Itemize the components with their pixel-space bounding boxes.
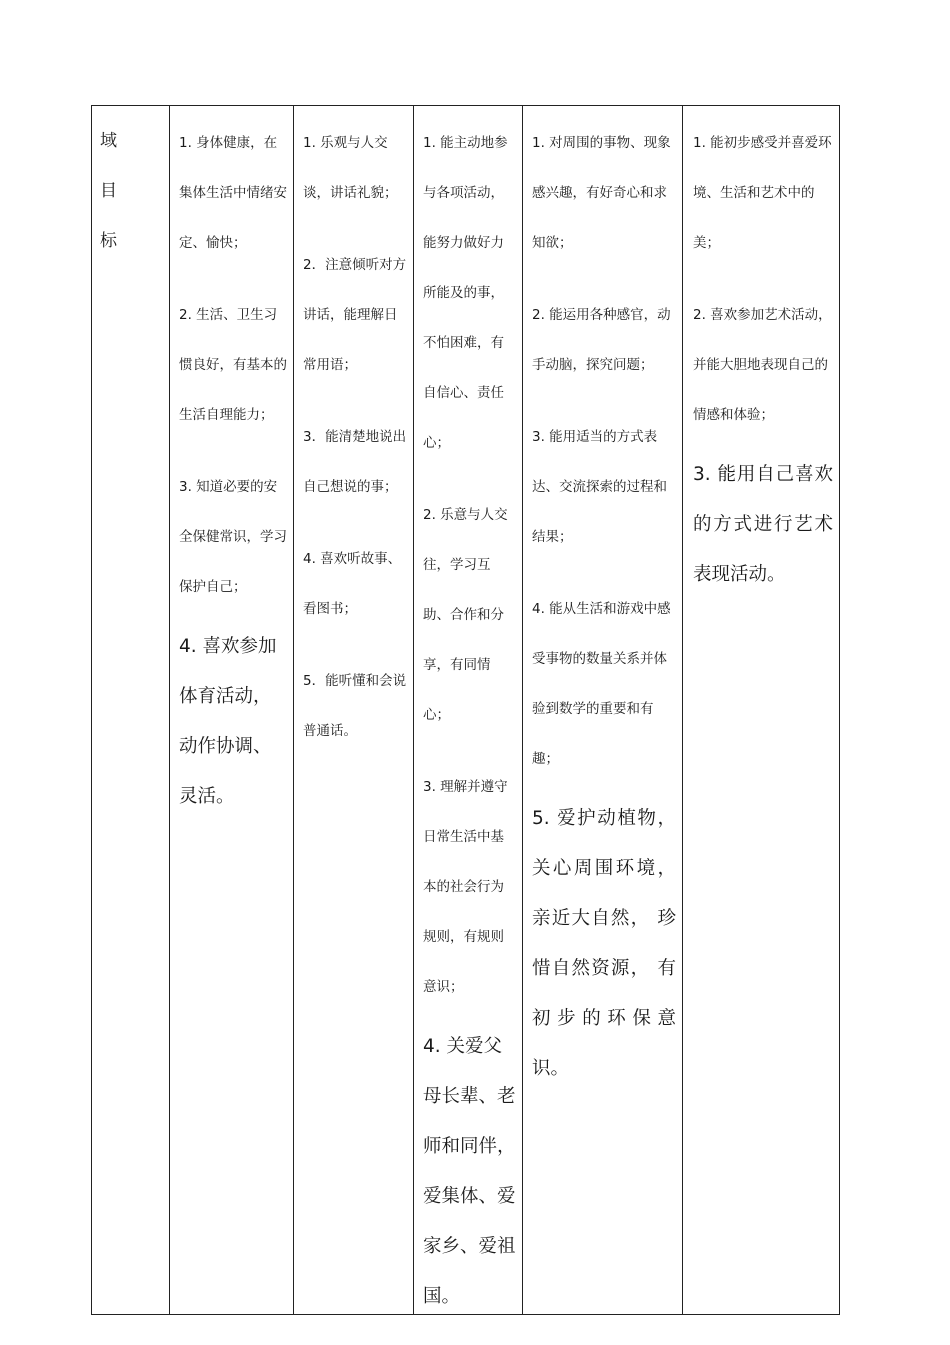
- domain-goals-label-cell: [92, 106, 170, 1314]
- health-goal-2: 2. 生活、卫生习惯良好，有基本的生活自理能力；: [179, 307, 287, 423]
- social-goal-2: 2. 乐意与人交往，学习互助、合作和分享，有同情心；: [423, 507, 508, 723]
- language-goal-4: 4. 喜欢听故事、看图书；: [303, 551, 402, 617]
- language-goal-5: 5．能听懂和会说普通话。: [303, 673, 407, 739]
- social-goal-1: 1. 能主动地参与各项活动，能努力做好力所能及的事，不怕困难，有自信心、责任心；: [423, 135, 508, 451]
- label-char: 标: [100, 231, 117, 251]
- social-goals-cell: [414, 106, 523, 1314]
- social-goal-3: 3. 理解并遵守日常生活中基本的社会行为规则，有规则意识；: [423, 779, 508, 995]
- language-goals-cell: [294, 106, 414, 1314]
- science-goal-5: 5. 爱护动植物，关心周围环境，亲近大自然， 珍惜自然资源， 有初步的环保意识。: [532, 808, 676, 1079]
- science-goal-2: 2. 能运用各种感官，动手动脑，探究问题；: [532, 307, 671, 373]
- language-goal-1: 1. 乐观与人交谈，讲话礼貌；: [303, 135, 398, 201]
- health-goal-3: 3. 知道必要的安全保健常识，学习保护自己；: [179, 479, 287, 595]
- domain-goals-label: [100, 116, 117, 266]
- art-goal-2: 2. 喜欢参加艺术活动，并能大胆地表现自己的情感和体验；: [693, 307, 832, 423]
- art-goals-cell: [683, 106, 841, 1314]
- health-goal-4: 4. 喜欢参加体育活动，动作协调、灵活。: [179, 636, 277, 807]
- label-char: 目: [100, 181, 117, 201]
- science-goal-1: 1. 对周围的事物、现象感兴趣，有好奇心和求知欲；: [532, 135, 671, 251]
- science-goal-3: 3. 能用适当的方式表达、交流探索的过程和结果；: [532, 429, 667, 545]
- art-goal-1: 1. 能初步感受并喜爱环境、生活和艺术中的美；: [693, 135, 832, 251]
- language-goal-3: 3．能清楚地说出自己想说的事；: [303, 429, 407, 495]
- science-goal-4: 4. 能从生活和游戏中感受事物的数量关系并体验到数学的重要和有趣；: [532, 601, 671, 767]
- goals-table: [91, 105, 840, 1315]
- label-char: 域: [100, 131, 117, 151]
- social-goal-4: 4. 关爱父母长辈、老师和同伴，爱集体、爱家乡、爱祖国。: [423, 1036, 516, 1307]
- language-goal-2: 2．注意倾听对方讲话，能理解日常用语；: [303, 257, 407, 373]
- art-goal-3: 3. 能用自己喜欢的方式进行艺术表现活动。: [693, 464, 833, 585]
- health-goals-cell: [170, 106, 294, 1314]
- science-goals-cell: [523, 106, 683, 1314]
- health-goal-1: 1. 身体健康，在集体生活中情绪安定、愉快；: [179, 135, 287, 251]
